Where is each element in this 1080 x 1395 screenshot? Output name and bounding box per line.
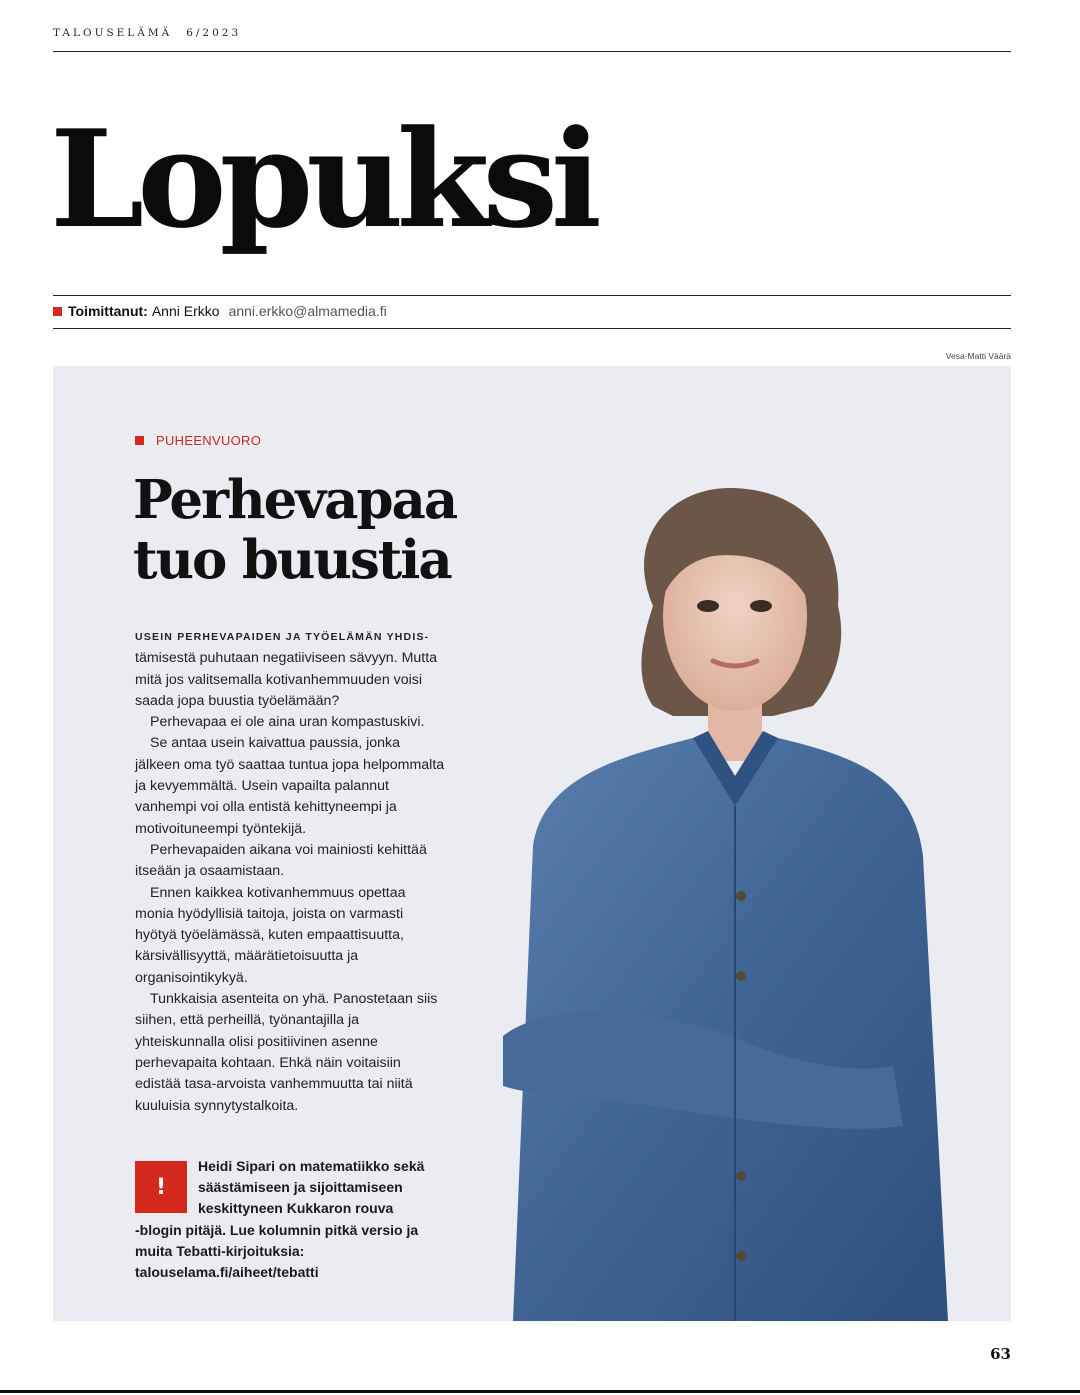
article-kicker (135, 433, 261, 448)
page-number: 63 (990, 1345, 1011, 1363)
bio-line-3: keskittyneen Kukkaron rouva (198, 1200, 394, 1217)
byline-editor: Anni Erkko (151, 303, 220, 319)
article-headline (133, 470, 493, 590)
publication-name: TALOUSELÄMÄ (53, 27, 173, 39)
red-square-icon (53, 307, 62, 316)
top-rule (53, 51, 1011, 52)
page-bottom-border (0, 1390, 1080, 1393)
byline-top-rule (53, 295, 1011, 296)
body-paragraph-1-text: tämisestä puhutaan negatiiviseen sävyyn. Mutta mitä jos valitsemalla kotivanhemmuuden voisi saada jopa buustia työelämään? (135, 650, 438, 709)
headline-line-1: Perhevapaa (133, 469, 457, 531)
bio-line-2: säästämiseen ja sijoittamiseen (198, 1179, 403, 1196)
body-paragraph: Ennen kaikkea kotivanhemmuus opettaa monia hyödyllisiä taitoja, joista on varmasti hyötyä työelämässä, kuten empaattisuutta, kärsivällisyyttä, määrätietoisuutta ja organisointikykyä. (135, 884, 406, 986)
lead-caps: USEIN PERHEVAPAIDEN JA TYÖELÄMÄN YHDIS- (135, 631, 430, 643)
kicker-label: PUHEENVUORO (156, 433, 262, 448)
photo-credit: Vesa-Matti Väärä (945, 351, 1011, 361)
bio-line-1: Heidi Sipari on matematiikko sekä (198, 1158, 425, 1174)
section-title: Lopuksi (50, 100, 595, 258)
article-panel (53, 366, 1011, 1321)
body-paragraph: Se antaa usein kaivattua paussia, jonka jälkeen oma työ saattaa tuntua jopa helpommalta ja kevyemmältä. Usein vapailta palannut vanhempi voi olla entistä kehittyneempi ja motivoituneempi työntekijä. (135, 735, 445, 837)
body-paragraph (135, 626, 445, 712)
byline-email[interactable]: anni.erkko@almamedia.fi (228, 303, 387, 319)
body-paragraph: Perhevapaiden aikana voi mainiosti kehittää itseään ja osaamistaan. (135, 841, 427, 880)
author-bio (135, 1156, 445, 1283)
byline-label: Toimittanut: (68, 303, 148, 319)
byline-bottom-rule (53, 328, 1011, 329)
red-square-icon (135, 436, 144, 445)
body-paragraph: Tunkkaisia asenteita on yhä. Panostetaan siis siihen, että perheillä, työnantajilla ja yhteiskunnalla olisi positiivinen asenne perhevapaita kohtaan. Ehkä näin voitaisiin edistää tasa-arvoista vanhemmuutta tai niitä kuuluisia synnytystalkoita. (135, 991, 438, 1114)
bio-rest: -blogin pitäjä. Lue kolumnin pitkä versio ja muita Tebatti-kirjoituksia: talouselama.fi/aiheet/tebatti (135, 1221, 419, 1281)
headline-line-2: tuo buustia (133, 529, 451, 591)
article-body (135, 626, 445, 1117)
body-paragraph: Perhevapaa ei ole aina uran kompastuskivi. (150, 714, 425, 731)
exclamation-glyph: ! (155, 1174, 167, 1200)
author-portrait (473, 476, 973, 1321)
issue-number: 6/2023 (186, 27, 242, 39)
masthead (53, 27, 241, 39)
byline (53, 303, 387, 319)
